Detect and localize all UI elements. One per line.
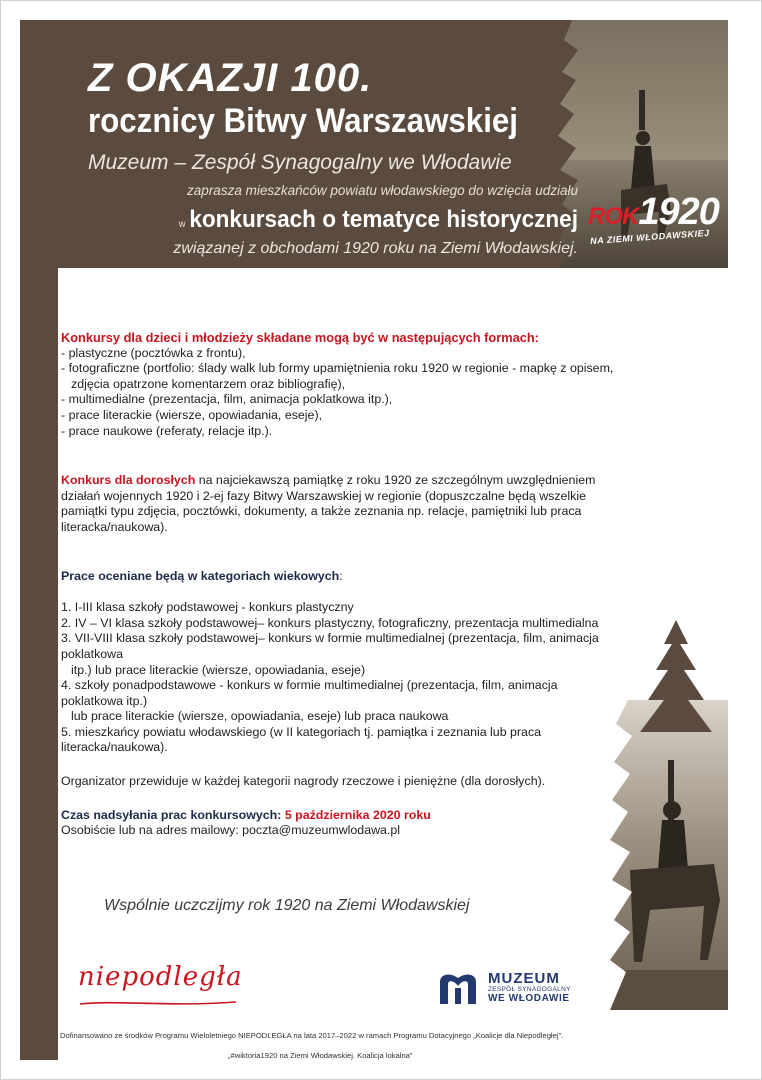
header-banner bbox=[58, 20, 728, 268]
main-content bbox=[61, 330, 621, 839]
deadline-date: 5 października 2020 roku bbox=[284, 807, 431, 822]
header-contest-prefix: w bbox=[178, 219, 186, 230]
header-occasion: związanej z obchodami 1920 roku na Ziemi Włodawskiej. bbox=[173, 240, 578, 257]
list-item: itp.) lub prace literackie (wiersze, opowiadania, eseje) bbox=[71, 662, 366, 677]
logo-year: 1920 bbox=[638, 191, 719, 233]
rok-1920-logo bbox=[588, 192, 728, 252]
deadline-label: Czas nadsyłania prac konkursowych: bbox=[61, 807, 285, 822]
header-contest-line bbox=[117, 206, 578, 239]
left-brown-bar bbox=[20, 20, 58, 1060]
muzeum-subtitle: ZESPÓŁ SYNAGOGALNY bbox=[488, 986, 571, 993]
muzeum-logo bbox=[438, 968, 588, 1008]
logo-subtitle: NA ZIEMI WŁODAWSKIEJ bbox=[589, 227, 710, 247]
section-adults-text: na najciekawszą pamiątkę z roku 1920 ze szczególnym uwzględnieniem działań wojennych 1920 i 2-ej fazy Bitwy Warszawskiej w regionie (dopuszczalne będą wszelkie pamiątki typu zdjęcia, pocztówki, dokumenty, a także zeznania np. relacje, pamiętniki lub praca literacka/naukowa). bbox=[61, 473, 596, 534]
section-categories-heading: Prace oceniane będą w kategoriach wiekowych bbox=[61, 568, 340, 583]
header-invitation: zaprasza mieszkańców powiatu włodawskiego do wzięcia udziału bbox=[187, 183, 578, 198]
header-museum-name: Muzeum – Zespół Synagogalny we Włodawie bbox=[88, 151, 512, 174]
section-adults bbox=[61, 473, 621, 535]
section-adults-heading: Konkurs dla dorosłych bbox=[61, 473, 196, 488]
delivery-text: Osobiście lub na adres mailowy: poczta@muzeumwlodawa.pl bbox=[61, 823, 401, 838]
header-title-line1: Z OKAZJI 100. bbox=[88, 56, 373, 100]
pine-tree-icon bbox=[600, 620, 728, 740]
coalition-note: „#wiktoria1920 na Ziemi Włodawskiej. Koalicja lokalna” bbox=[228, 1051, 413, 1060]
list-item: - multimedialne (prezentacja, film, animacja poklatkowa itp.), bbox=[61, 392, 393, 407]
muzeum-title: MUZEUM bbox=[488, 970, 560, 987]
list-item: 5. mieszkańcy powiatu włodawskiego (w II kategoriach tj. pamiątka i zeznania lub praca literacka/naukowa). bbox=[61, 724, 542, 755]
list-item: - fotograficzne (portfolio: ślady walk lub formy upamiętnienia roku 1920 w regionie - mapkę z opisem, bbox=[61, 361, 614, 376]
section-categories: Prace oceniane będą w kategoriach wiekowych: 1. I-III klasa szkoły podstawowej - konkurs plastyczny 2. IV – VI klasa szkoły podstawowej– konkurs plastyczny, fotograficzny, prezentacja multimedialna 3. VII-VIII klasa szkoły podstawowej– konkurs w formie multimedialnej (prezentacja, film, animacja poklatkowa itp.) lub prace literackie (wiersze, opowiadania, eseje) 4. szkoły ponadpodstawowe - konkurs w formie multimedialnej (prezentacja, film, animacja poklatkowa itp.) lub prace literackie (wiersze, opowiadania, eseje) lub praca naukowa 5. mieszkańcy powiatu włodawskiego (w II kategoriach tj. pamiątka i zeznania lub praca literacka/naukowa). Organizator przewiduje w każdej kategorii nagrody rzeczowe i pieniężne (dla dorosłych). bbox=[61, 569, 621, 790]
section-children bbox=[61, 330, 621, 439]
list-item: zdjęcia opatrzone komentarzem oraz bibliografię), bbox=[71, 376, 346, 391]
list-item: 4. szkoły ponadpodstawowe - konkurs w formie multimedialnej (prezentacja, film, animacja poklatkowa itp.) bbox=[61, 678, 558, 708]
list-item: - prace naukowe (referaty, relacje itp.). bbox=[61, 423, 273, 438]
header-title-line2: rocznicy Bitwy Warszawskiej bbox=[88, 102, 518, 140]
list-item: lub prace literackie (wiersze, opowiadania, eseje) lub praca naukowa bbox=[71, 709, 449, 724]
pine-silhouette-icon bbox=[610, 700, 640, 1010]
list-item: - prace literackie (wiersze, opowiadania, eseje), bbox=[61, 407, 323, 422]
niepodlegla-underline-icon bbox=[78, 998, 238, 1008]
side-photo bbox=[610, 700, 728, 1010]
funding-note: Dofinansowano ze środków Programu Wieloletniego NIEPODLEGŁA na lata 2017–2022 w ramach Programu Dotacyjnego „Koalicje dla Niepodległej”. bbox=[60, 1031, 564, 1040]
section-children-heading: Konkursy dla dzieci i młodzieży składane mogą być w następujących formach: bbox=[61, 330, 539, 345]
closing-slogan: Wspólnie uczczijmy rok 1920 na Ziemi Włodawskiej bbox=[104, 897, 470, 914]
header-contest-title: konkursach o tematyce historycznej bbox=[189, 206, 578, 233]
prizes-text: Organizator przewiduje w każdej kategorii nagrody rzeczowe i pieniężne (dla dorosłych). bbox=[61, 774, 546, 789]
list-item: 1. I-III klasa szkoły podstawowej - konkurs plastyczny bbox=[61, 600, 354, 615]
list-item: 3. VII-VIII klasa szkoły podstawowej– konkurs w formie multimedialnej (prezentacja, film, animacja poklatkowa bbox=[61, 631, 599, 661]
muzeum-m-icon bbox=[438, 970, 478, 1006]
muzeum-location: WE WŁODAWIE bbox=[488, 993, 570, 1004]
list-item: 2. IV – VI klasa szkoły podstawowej– konkurs plastyczny, fotograficzny, prezentacja multimedialna bbox=[61, 615, 599, 630]
section-adults-paragraph bbox=[61, 473, 621, 535]
section-deadline bbox=[61, 808, 621, 839]
niepodlegla-logo: niepodległa bbox=[78, 962, 243, 992]
logo-rok: ROK bbox=[588, 203, 639, 230]
list-item: - plastyczne (pocztówka z frontu), bbox=[61, 345, 246, 360]
